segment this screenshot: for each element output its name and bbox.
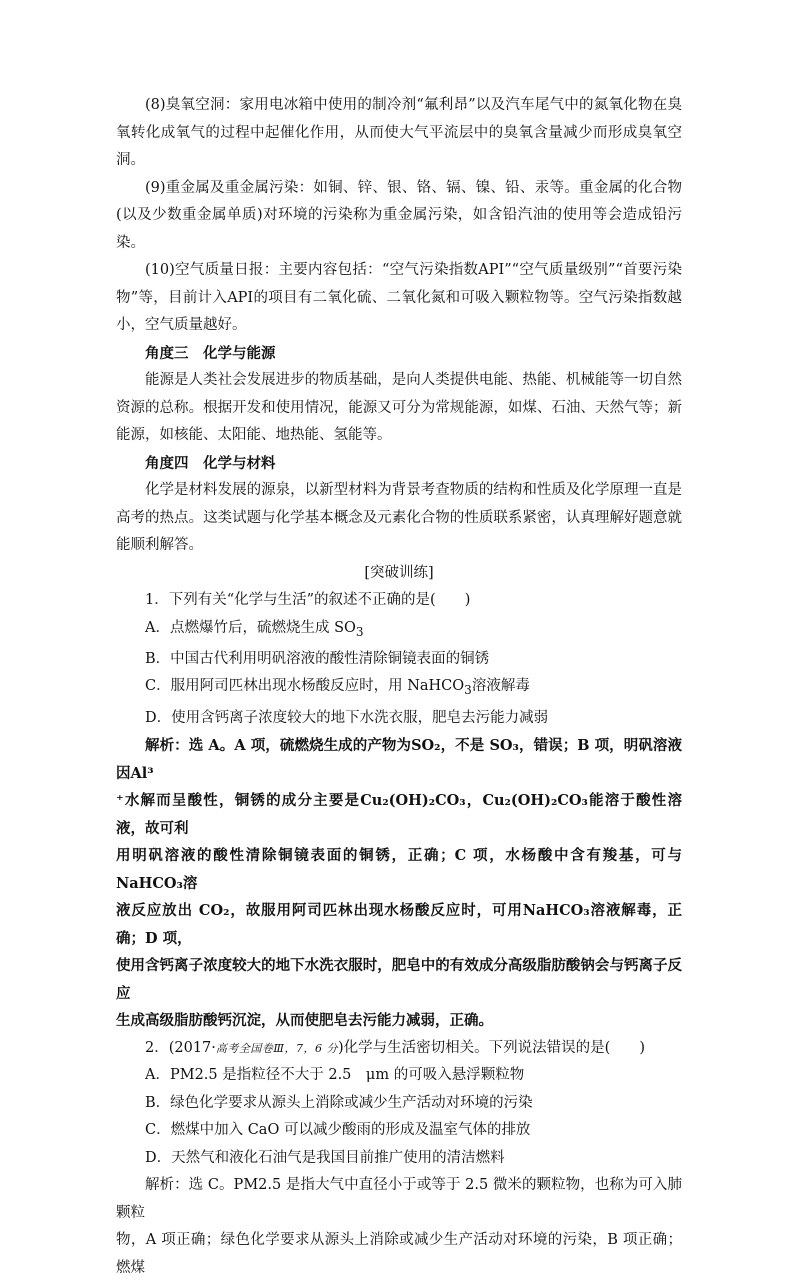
section-title-breakthrough-training: [突破训练] [364, 564, 434, 581]
q1-stem: 1．下列有关“化学与生活”的叙述不正确的是( ) [145, 592, 471, 608]
q2-option-a: A．PM2.5 是指粒径不大于 2.5 μm 的可吸入悬浮颗粒物 [145, 1067, 525, 1084]
q2-answer-line-2: 物，A 项正确；绿色化学要求从源头上消除或减少生产活动对环境的污染，B 项正确；燃煤 [116, 1232, 682, 1276]
q2-stem-prefix: 2．(2017· [145, 1039, 216, 1056]
q1-answer-line-4: 液反应放出 CO₂，故服用阿司匹林出现水杨酸反应时，可用NaHCO₃溶液解毒，正确；D 项， [116, 902, 682, 947]
paragraph-air-quality: (10)空气质量日报：主要内容包括：“空气污染指数API”“空气质量级别”“首要污染物”等，目前计入API的项目有二氧化硫、二氧化氮和可吸入颗粒物等。空气污染指数越小，空气质量越好。 [116, 262, 682, 333]
q1-option-c [116, 673, 682, 704]
paragraph-ozone-hole: (8)臭氧空洞：家用电冰箱中使用的制冷剂“氟利昂”以及汽车尾气中的氮氧化物在臭氧转化成氧气的过程中起催化作用，从而使大气平流层中的臭氧含量减少而形成臭氧空洞。 [116, 97, 682, 168]
q2-stem-suffix: )化学与生活密切相关。下列说法错误的是( ) [338, 1039, 645, 1056]
q1-option-a-sub: 3 [355, 624, 364, 639]
q1-answer-line-2: ⁺水解而呈酸性，铜锈的成分主要是Cu₂(OH)₂CO₃，Cu₂(OH)₂CO₃能溶于酸性溶液，故可利 [116, 792, 682, 837]
q2-answer-line-1: 解析：选 C。PM2.5 是指大气中直径小于或等于 2.5 微米的颗粒物，也称为可入肺颗粒 [116, 1177, 682, 1221]
q1-option-a-text: A．点燃爆竹后，硫燃烧生成 SO [145, 619, 356, 636]
q1-answer-line-5: 使用含钙离子浓度较大的地下水洗衣服时，肥皂中的有效成分高级脂肪酸钠会与钙离子反应 [116, 957, 682, 1002]
q1-option-c-text2: 溶液解毒 [471, 678, 530, 695]
q1-answer-line-1: 解析：选 A。A 项，硫燃烧生成的产物为SO₂，不是 SO₃，错误；B 项，明矾溶液因Al³ [116, 737, 682, 782]
q2-option-d: D．天然气和液化石油气是我国目前推广使用的清洁燃料 [145, 1149, 505, 1166]
q1-answer-line-3: 用明矾溶液的酸性清除铜镜表面的铜锈，正确；C 项，水杨酸中含有羧基，可与 NaHCO₃溶 [116, 847, 682, 892]
paragraph-heavy-metal: (9)重金属及重金属污染：如铜、锌、银、铬、镉、镍、铅、汞等。重金属的化合物(以及少数重金属单质)对环境的污染称为重金属污染，如含铅汽油的使用等会造成铅污染。 [116, 179, 682, 251]
q2-stem-source: 高考全国卷Ⅲ，7，6 分 [215, 1041, 339, 1055]
heading-angle-4: 角度四 化学与材料 [145, 454, 276, 472]
q1-option-a [116, 615, 682, 646]
q1-option-b: B．中国古代利用明矾溶液的酸性清除铜镜表面的铜锈 [145, 650, 490, 667]
q1-answer-line-6: 生成高级脂肪酸钙沉淀，从而使肥皂去污能力减弱，正确。 [116, 1012, 493, 1030]
q2-stem [116, 1035, 682, 1063]
q2-answer [116, 1172, 682, 1282]
paragraph-energy: 能源是人类社会发展进步的物质基础，是向人类提供电能、热能、机械能等一切自然资源的总称。根据开发和使用情况，能源又可分为常规能源，如煤、石油、天然气等；新能源，如核能、太阳能、地热能、氢能等。 [116, 372, 682, 443]
q2-option-c: C．燃煤中加入 CaO 可以减少酸雨的形成及温室气体的排放 [145, 1122, 531, 1139]
q1-option-d: D．使用含钙离子浓度较大的地下水洗衣服，肥皂去污能力减弱 [145, 709, 549, 726]
q1-option-c-text1: C．服用阿司匹林出现水杨酸反应时，用 NaHCO [145, 678, 465, 695]
heading-angle-3: 角度三 化学与能源 [145, 344, 276, 362]
q1-option-c-sub: 3 [464, 683, 472, 698]
q1-answer [116, 732, 682, 1035]
q2-option-b: B．绿色化学要求从源头上消除或减少生产活动对环境的污染 [145, 1094, 533, 1111]
paragraph-materials: 化学是材料发展的源泉，以新型材料为背景考查物质的结构和性质及化学原理一直是高考的热点。这类试题与化学基本概念及元素化合物的性质联系紧密，认真理解好题意就能顺利解答。 [116, 482, 682, 553]
